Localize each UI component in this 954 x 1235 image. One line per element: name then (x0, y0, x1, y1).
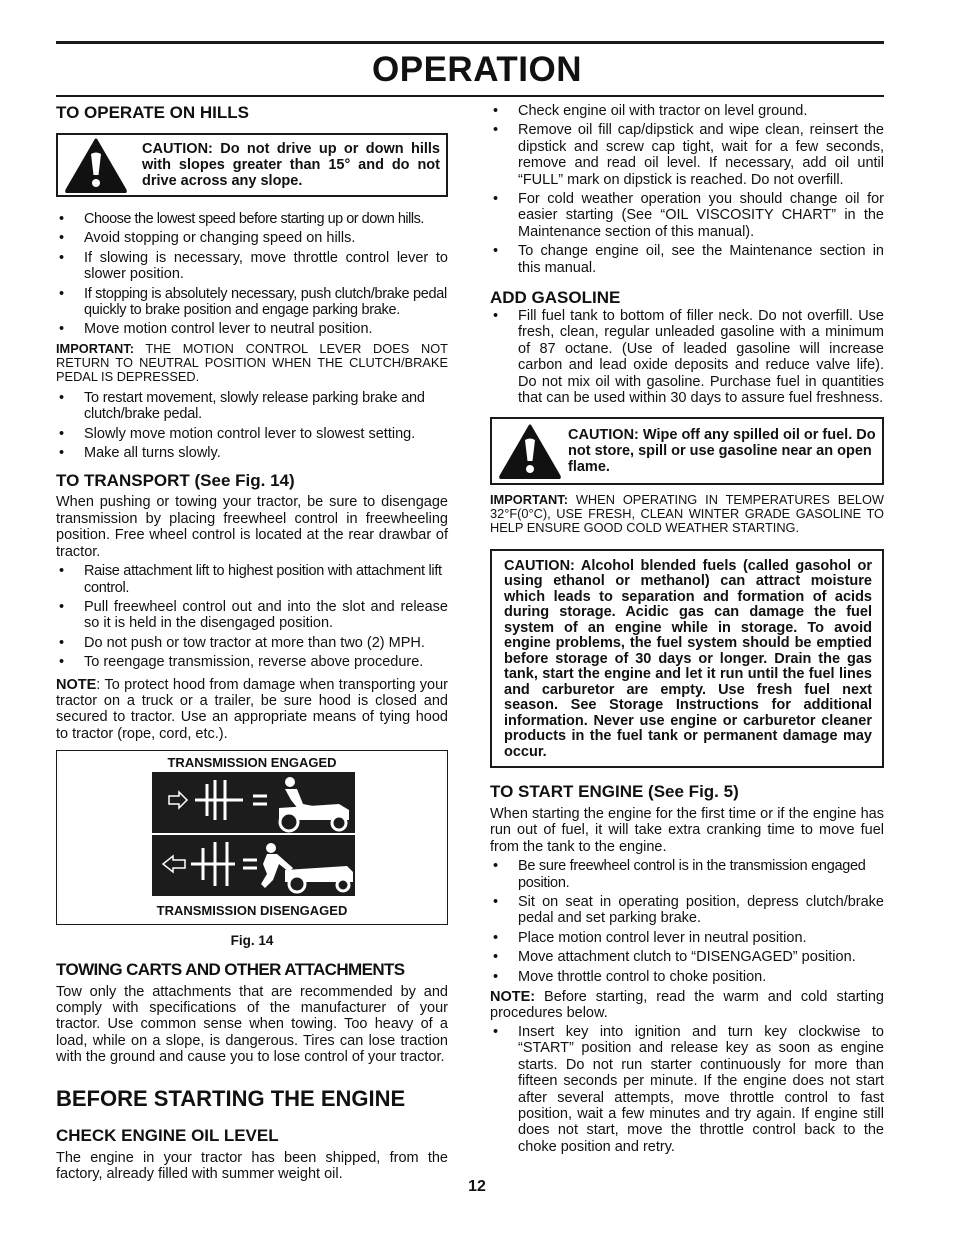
hills-heading: TO OPERATE ON HILLS (56, 103, 249, 122)
list-item: • Insert key into ignition and turn key clockwise to “START” position and release key as soon as engine starts. Do not run starter continuously for more than fifteen seconds per minute. If the engine does not start after several attempts, move throttle control to fast position, wait a few minutes and try again. If engine still does not start, move the throttle control back to the choke position and retry. (490, 1024, 884, 1155)
list-item: • To restart movement, slowly release parking brake and clutch/brake pedal. (56, 390, 448, 423)
hills-caution-box (56, 133, 448, 197)
list-item: • Move throttle control to choke position. (490, 969, 884, 985)
list-item: • Do not push or tow tractor at more than two (2) MPH. (56, 635, 448, 651)
list-item: • Avoid stopping or changing speed on hills. (56, 230, 448, 246)
start-engine-intro: When starting the engine for the first time or if the engine has run out of fuel, it will take extra cranking time to move fuel from the tank to the engine. (490, 806, 884, 855)
transport-bullets (56, 563, 448, 670)
transport-intro: When pushing or towing your tractor, be sure to disengage transmission by placing freewheel control in freewheeling position. Free wheel control is located at the rear drawbar of tractor. (56, 494, 448, 560)
start-engine-note (490, 989, 884, 1022)
towing-text: Tow only the attachments that are recommended by and comply with specifications of the manufacturer of your tractor. Use common sense when towing. Too heavy of a load, while on a slope, is dangerous. Tires can lose traction with the ground and cause you to lose control of your tractor. (56, 983, 448, 1066)
list-item: • Be sure freewheel control is in the transmission engaged position. (490, 858, 884, 891)
towing-heading: TOWING CARTS AND OTHER ATTACHMENTS (56, 959, 405, 979)
list-item: • To reengage transmission, reverse above procedure. (56, 654, 448, 670)
figure-caption-engaged: TRANSMISSION ENGAGED (167, 755, 337, 771)
alcohol-caution-box (490, 549, 884, 769)
list-item: • Choose the lowest speed before starting up or down hills. (56, 211, 448, 227)
important-label: IMPORTANT: (56, 340, 134, 356)
note-text: : To protect hood from damage when transporting your tractor on a truck or a trailer, be sure hood is closed and secured to tractor. Use an appropriate means of tying hood to tractor (rope, cord, etc.). (56, 676, 448, 742)
transport-note (56, 677, 448, 743)
left-column (56, 103, 448, 1182)
note-label: NOTE (56, 676, 97, 693)
fuel-caution-text: CAUTION: Wipe off any spilled oil or fuel. Do not store, spill or use gasoline near an open flame. (568, 426, 876, 475)
list-item: • For cold weather operation you should change oil for easier starting (See “OIL VISCOSITY CHART” in the Maintenance section of this manual). (490, 191, 884, 240)
note-text: Before starting, read the warm and cold starting procedures below. (490, 989, 884, 1022)
list-item: • If stopping is absolutely necessary, push clutch/brake pedal quickly to brake position and engage parking brake. (56, 286, 448, 319)
list-item: • Raise attachment lift to highest position with attachment lift control. (56, 563, 448, 596)
transmission-diagram (57, 770, 447, 898)
figure-label: Fig. 14 (230, 933, 274, 949)
before-starting-heading: BEFORE STARTING THE ENGINE (56, 1085, 406, 1111)
gasoline-bullets (490, 308, 884, 406)
start-engine-heading: TO START ENGINE (See Fig. 5) (490, 782, 739, 801)
check-oil-text: The engine in your tractor has been shipped, from the factory, already filled with summer weight oil. (56, 1149, 448, 1182)
list-item: • Slowly move motion control lever to slowest setting. (56, 426, 448, 442)
list-item: • Sit on seat in operating position, depress clutch/brake pedal and set parking brake. (490, 894, 884, 927)
fuel-caution-box (490, 417, 884, 485)
important-text: WHEN OPERATING IN TEMPERATURES BELOW 32°F(0°C), USE FRESH, CLEAN WINTER GRADE GASOLINE TO HELP ENSURE GOOD COLD WEATHER STARTING. (490, 491, 884, 535)
warning-triangle-icon (498, 423, 562, 479)
start-engine-bullets-2 (490, 1024, 884, 1155)
right-column (490, 103, 884, 1158)
title-underline (56, 95, 884, 97)
hills-important (56, 342, 448, 384)
gasoline-heading: ADD GASOLINE (490, 288, 621, 308)
warning-triangle-icon (64, 137, 128, 193)
list-item: • Pull freewheel control out and into the slot and release so it is held in the disengaged position. (56, 599, 448, 632)
top-rule (56, 41, 884, 44)
list-item: • If slowing is necessary, move throttle control lever to slower position. (56, 250, 448, 283)
figure-14 (56, 750, 448, 925)
list-item: • Fill fuel tank to bottom of filler neck. Do not overfill. Use fresh, clean, regular unleaded gasoline with a minimum of 87 octane. (Use of leaded gasoline will increase carbon and lead oxide deposits and reduce valve life). Do not mix oil with gasoline. Purchase fuel in quantities that can be used within 30 days to assure fuel freshness. (490, 308, 884, 406)
page-number: 12 (468, 1178, 486, 1195)
hills-bullets-2 (56, 390, 448, 462)
list-item: • To change engine oil, see the Maintenance section in this manual. (490, 243, 884, 276)
start-engine-bullets (490, 858, 884, 985)
alcohol-caution-text: CAUTION: Alcohol blended fuels (called gasohol or using ethanol or methanol) can attract moisture which leads to separation and formation of acids during storage. Acidic gas can damage the fuel system of an engine while in storage. To avoid engine problems, the fuel system should be emptied before storage of 30 days or longer. Drain the gas tank, start the engine and let it run until the fuel lines and carburetor are empty. Use fresh fuel next season. See Storage Instructions for additional information. Never use engine or carburetor cleaner products in the fuel tank or permanent damage may occur. (504, 557, 872, 760)
page-title: OPERATION (372, 50, 582, 89)
gasoline-important (490, 493, 884, 535)
important-label: IMPORTANT: (490, 491, 568, 507)
note-label: NOTE: (490, 989, 536, 1006)
list-item: • Move motion control lever to neutral position. (56, 321, 448, 337)
oil-bullets (490, 103, 884, 276)
list-item: • Check engine oil with tractor on level ground. (490, 103, 884, 119)
figure-caption-disengaged: TRANSMISSION DISENGAGED (156, 903, 348, 919)
list-item: • Make all turns slowly. (56, 445, 448, 461)
list-item: • Place motion control lever in neutral position. (490, 930, 884, 946)
list-item: • Remove oil fill cap/dipstick and wipe clean, reinsert the dipstick and screw cap tight, wait for a few seconds, remove and read oil level. If necessary, add oil until “FULL” mark on dipstick is reached. Do not overfill. (490, 122, 884, 188)
hills-bullets (56, 211, 448, 338)
important-text: THE MOTION CONTROL LEVER DOES NOT RETURN TO NEUTRAL POSITION WHEN THE CLUTCH/BRAKE PEDAL IS DEPRESSED. (56, 340, 448, 384)
list-item: • Move attachment clutch to “DISENGAGED” position. (490, 949, 884, 965)
hills-caution-text: CAUTION: Do not drive up or down hills with slopes greater than 15° and do not drive across any slope. (142, 141, 440, 189)
transport-heading: TO TRANSPORT (See Fig. 14) (56, 471, 295, 491)
check-oil-heading: CHECK ENGINE OIL LEVEL (56, 1125, 279, 1145)
